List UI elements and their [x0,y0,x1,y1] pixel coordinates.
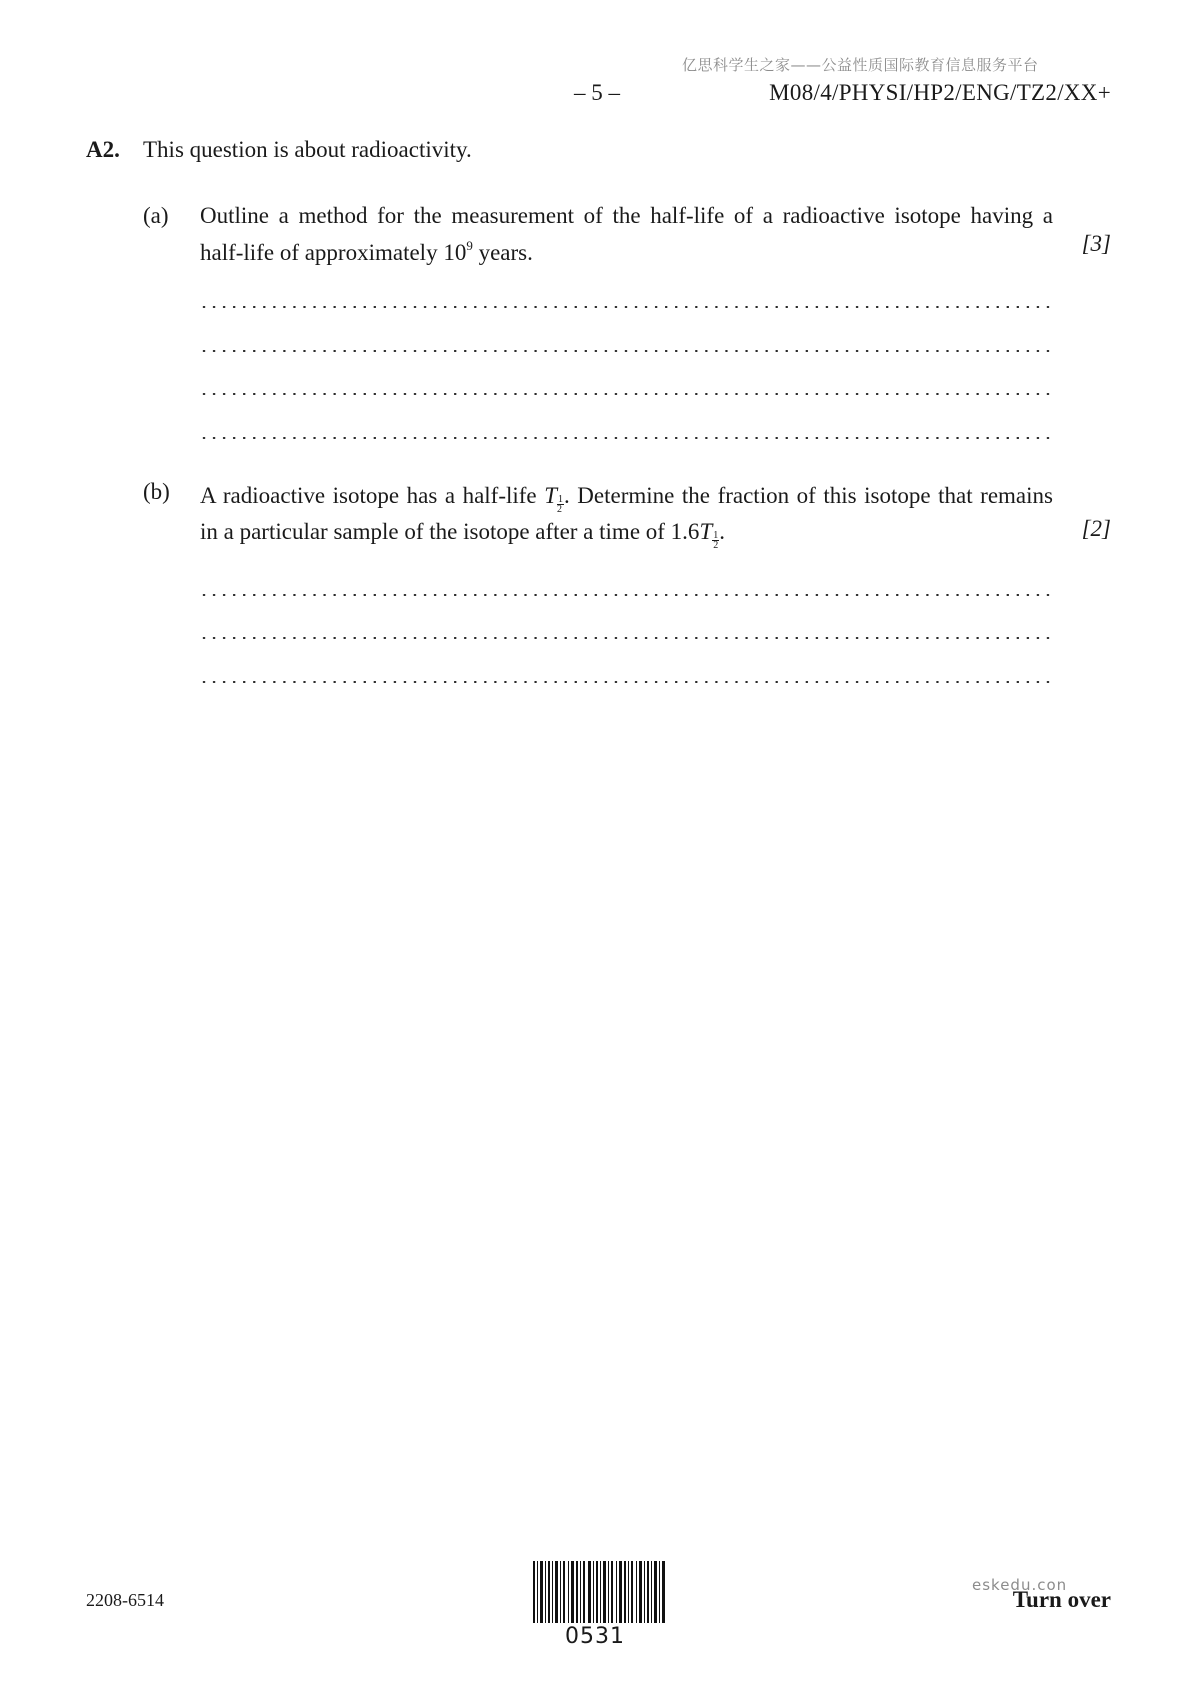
question-intro: This question is about radioactivity. [143,137,472,162]
part-b-line-2: in a particular sample of the isotope after a time of 1.6T $\frac{1}{2}$ . [200,519,725,551]
watermark-url: eskedu.con [972,1576,1068,1594]
part-a-question-text [200,201,1053,268]
part-b-marks: [2] [1081,516,1111,541]
part-a-label: (a) [143,203,169,228]
part-b-label: (b) [143,479,170,504]
footer-code: 2208-6514 [86,1590,164,1610]
answer-line[interactable] [199,306,1054,308]
exponent: 9 [466,238,473,253]
part-a-marks: [3] [1081,231,1111,256]
answer-line[interactable] [199,594,1054,596]
answer-line[interactable] [199,350,1054,352]
answer-line[interactable] [199,637,1054,639]
part-a-line-2: half-life of approximately $10^9$ years. [200,238,533,265]
watermark-text: 亿思科学生之家——公益性质国际教育信息服务平台 [682,56,1039,74]
barcode-image [533,1561,665,1623]
part-b-line-1: A radioactive isotope has a half-life T $\frac{1}{2}$ . Determine the fraction of this isotope that remains [200,483,1053,515]
answer-line[interactable] [199,437,1054,439]
answer-line[interactable] [199,393,1054,395]
part-a-line-1: Outline a method for the measurement of the half-life of a radioactive isotope having a [200,203,1053,228]
turn-over-label: Turn over [1012,1587,1111,1612]
paper-code: M08/4/PHYSI/HP2/ENG/TZ2/XX+ [769,80,1111,105]
barcode-number: 0531 [565,1624,625,1649]
half-fraction: $\frac{1}{2}$ [713,530,719,551]
half-fraction: $\frac{1}{2}$ [557,494,563,515]
answer-line[interactable] [199,681,1054,683]
question-number: A2. [86,137,120,162]
part-b-question-text [200,478,1053,550]
page-number: – 5 – [574,80,620,105]
